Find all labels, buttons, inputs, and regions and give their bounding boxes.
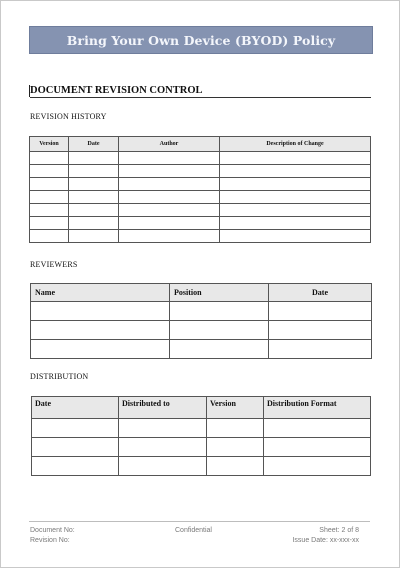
table-row (31, 321, 372, 340)
column-header-position: Position (170, 284, 269, 302)
column-header-version: Version (207, 397, 264, 419)
table-cell[interactable] (30, 204, 69, 217)
table-row (30, 217, 371, 230)
table-row (31, 302, 372, 321)
column-header-distributed-to: Distributed to (119, 397, 207, 419)
table-row (30, 204, 371, 217)
table-cell[interactable] (119, 152, 220, 165)
table-cell[interactable] (69, 152, 119, 165)
table-cell[interactable] (220, 204, 371, 217)
column-header-date: Date (32, 397, 119, 419)
document-revision-control-heading: DOCUMENT REVISION CONTROL (30, 85, 371, 98)
table-row (32, 438, 371, 457)
table-cell[interactable] (69, 191, 119, 204)
table-cell[interactable] (220, 230, 371, 243)
document-title-banner (29, 26, 373, 54)
table-cell[interactable] (264, 419, 371, 438)
table-cell[interactable] (30, 191, 69, 204)
table-cell[interactable] (30, 230, 69, 243)
footer-confidential: Confidential (175, 527, 212, 534)
table-cell[interactable] (269, 321, 372, 340)
table-cell[interactable] (119, 204, 220, 217)
distribution-label: DISTRIBUTION (30, 372, 89, 381)
column-header-name: Name (31, 284, 170, 302)
reviewers-label: REVIEWERS (30, 260, 78, 269)
table-row (32, 419, 371, 438)
table-header-row (31, 284, 372, 302)
table-cell[interactable] (119, 438, 207, 457)
table-cell[interactable] (119, 230, 220, 243)
table-cell[interactable] (119, 178, 220, 191)
table-header-row (30, 137, 371, 152)
table-row (30, 191, 371, 204)
table-cell[interactable] (119, 217, 220, 230)
table-cell[interactable] (30, 165, 69, 178)
table-cell[interactable] (32, 457, 119, 476)
table-cell[interactable] (170, 340, 269, 359)
table-cell[interactable] (264, 438, 371, 457)
table-cell[interactable] (69, 165, 119, 178)
footer-document-no: Document No: (30, 527, 75, 534)
footer-divider (29, 521, 370, 522)
column-header-date: Date (69, 137, 119, 152)
table-cell[interactable] (69, 230, 119, 243)
table-cell[interactable] (30, 152, 69, 165)
column-header-date: Date (269, 284, 372, 302)
table-cell[interactable] (69, 178, 119, 191)
reviewers-table (30, 283, 372, 359)
column-header-author: Author (119, 137, 220, 152)
table-cell[interactable] (32, 438, 119, 457)
table-cell[interactable] (31, 302, 170, 321)
footer-revision-no: Revision No: (30, 537, 70, 544)
table-cell[interactable] (264, 457, 371, 476)
table-row (31, 340, 372, 359)
table-row (30, 165, 371, 178)
revision-history-label: REVISION HISTORY (30, 112, 107, 121)
column-header-description: Description of Change (220, 137, 371, 152)
table-row (30, 230, 371, 243)
table-cell[interactable] (269, 340, 372, 359)
table-cell[interactable] (69, 217, 119, 230)
column-header-distribution-format: Distribution Format (264, 397, 371, 419)
table-row (32, 457, 371, 476)
table-cell[interactable] (32, 419, 119, 438)
table-cell[interactable] (31, 321, 170, 340)
table-row (30, 152, 371, 165)
table-row (30, 178, 371, 191)
table-cell[interactable] (207, 419, 264, 438)
document-title: Bring Your Own Device (BYOD) Policy (66, 32, 336, 48)
table-cell[interactable] (220, 217, 371, 230)
table-cell[interactable] (220, 191, 371, 204)
table-cell[interactable] (220, 178, 371, 191)
distribution-table (31, 396, 371, 476)
table-header-row (32, 397, 371, 419)
table-cell[interactable] (30, 178, 69, 191)
table-cell[interactable] (30, 217, 69, 230)
table-cell[interactable] (119, 419, 207, 438)
table-cell[interactable] (220, 152, 371, 165)
table-cell[interactable] (31, 340, 170, 359)
table-cell[interactable] (207, 457, 264, 476)
table-cell[interactable] (69, 204, 119, 217)
table-cell[interactable] (119, 191, 220, 204)
column-header-version: Version (30, 137, 69, 152)
table-cell[interactable] (170, 302, 269, 321)
table-cell[interactable] (207, 438, 264, 457)
revision-history-table (29, 136, 371, 243)
table-cell[interactable] (269, 302, 372, 321)
table-cell[interactable] (119, 165, 220, 178)
table-cell[interactable] (170, 321, 269, 340)
footer-sheet: Sheet: 2 of 8 (319, 527, 359, 534)
table-cell[interactable] (119, 457, 207, 476)
footer-issue-date: Issue Date: xx-xxx-xx (292, 537, 359, 544)
table-cell[interactable] (220, 165, 371, 178)
